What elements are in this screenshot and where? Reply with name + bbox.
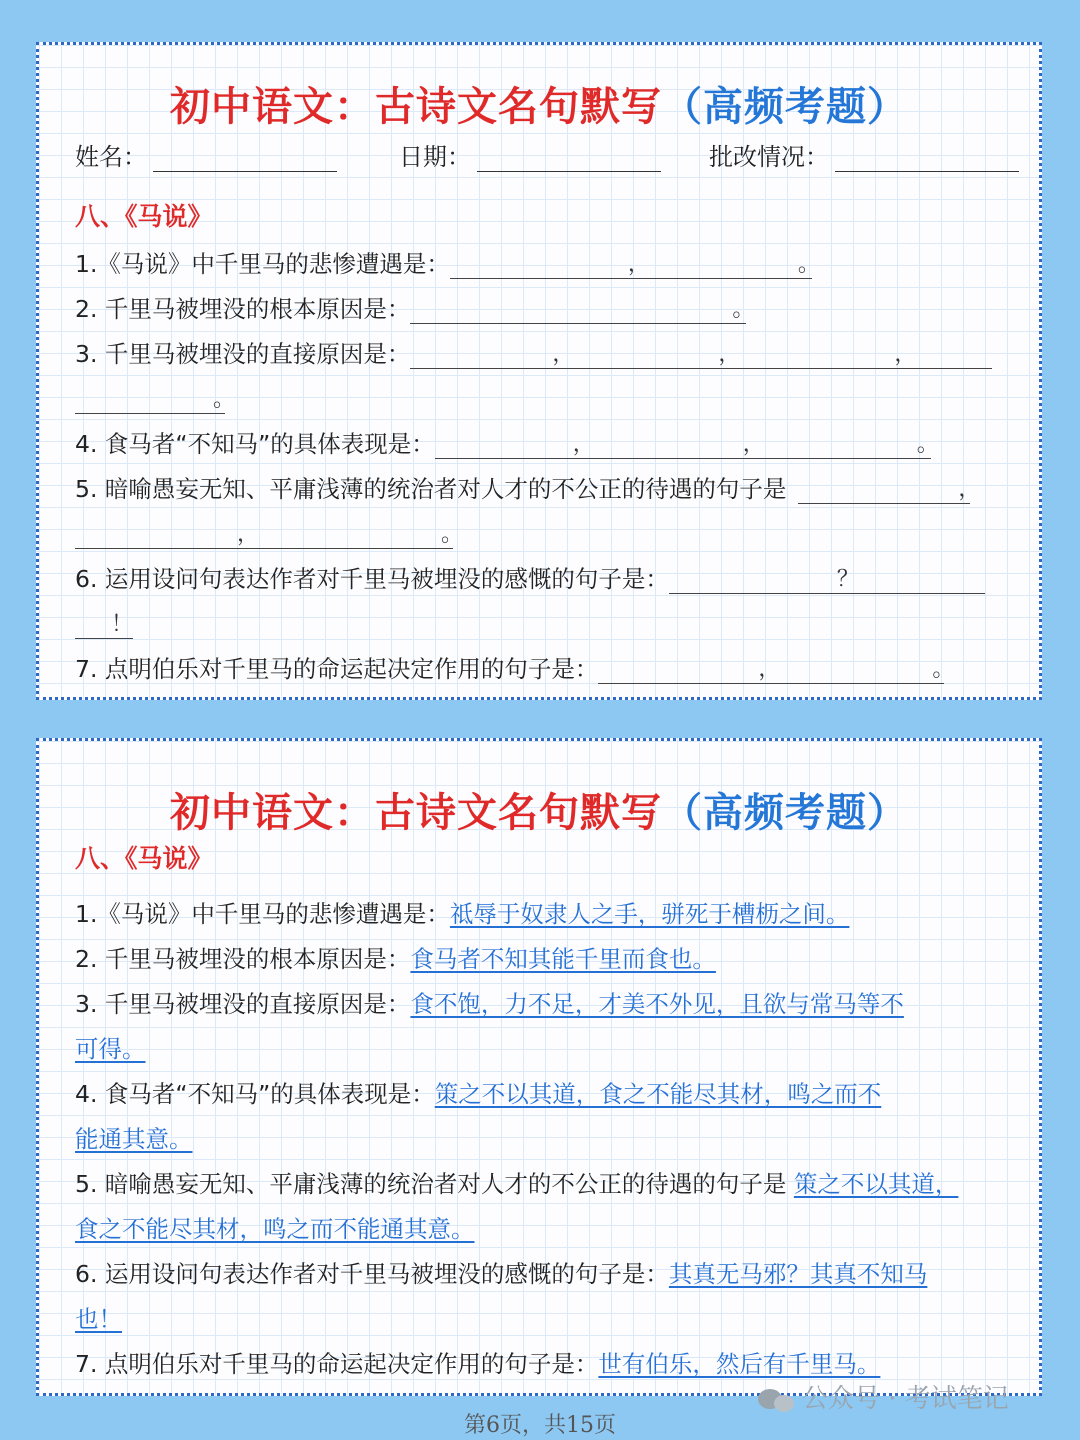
answer-blank: ， 。 xyxy=(450,252,812,279)
answer-blank: 。 xyxy=(410,297,746,324)
answer-6: 6. 运用设问句表达作者对千里马被埋没的感慨的句子是：其真无马邪？其真不知马 xyxy=(75,1260,928,1288)
question-3-continued xyxy=(75,384,236,414)
date-field: 日期： xyxy=(399,137,661,172)
answer-blank: ， 。 xyxy=(75,522,453,549)
answer-blank: 。 xyxy=(75,387,225,414)
question-3: 3. 千里马被埋没的直接原因是： ， ， ， xyxy=(75,339,992,369)
section-heading: 八、《马说》 xyxy=(75,202,213,231)
question-2: 2. 千里马被埋没的根本原因是： 。 xyxy=(75,295,755,323)
question-7: 7. 点明伯乐对千里马的命运起决定作用的句子是： ， 。 xyxy=(75,655,955,683)
question-6-continued xyxy=(75,609,133,639)
name-blank xyxy=(153,143,337,172)
worksheet-card xyxy=(36,42,1042,700)
answer-blank: ！ xyxy=(75,612,133,639)
watermark: 公众号 · 考试笔记 xyxy=(758,1378,1009,1415)
answer-blank: ， ， 。 xyxy=(435,432,931,459)
page-footer: 第6页，共15页 xyxy=(464,1413,616,1438)
answer-6-continued: 也！ xyxy=(75,1305,122,1333)
answer-7: 7. 点明伯乐对千里马的命运起决定作用的句子是：世有伯乐，然后有千里马。 xyxy=(75,1350,881,1378)
answer-blank: ， ， ， xyxy=(410,342,992,369)
question-1: 1.《马说》中千里马的悲惨遭遇是： ， 。 xyxy=(75,250,820,278)
answer-2: 2. 千里马被埋没的根本原因是：食马者不知其能千里而食也。 xyxy=(75,945,716,973)
answer-blank: ， xyxy=(798,477,970,504)
date-blank xyxy=(477,143,661,172)
student-info-row xyxy=(75,137,1015,177)
answer-4: 4. 食马者“不知马”的具体表现是：策之不以其道，食之不能尽其材，鸣之而不 xyxy=(75,1080,882,1108)
answer-blank: ？ xyxy=(669,567,985,594)
answer-5-continued: 食之不能尽其材，鸣之而不能通其意。 xyxy=(75,1215,475,1243)
grade-blank xyxy=(835,143,1019,172)
section-heading: 八、《马说》 xyxy=(75,844,213,873)
worksheet-title: 初中语文：古诗文名句默写（高频考题） xyxy=(170,84,908,130)
answer-3-continued: 可得。 xyxy=(75,1035,146,1063)
answer-key-title: 初中语文：古诗文名句默写（高频考题） xyxy=(170,790,908,836)
answer-4-continued: 能通其意。 xyxy=(75,1125,193,1153)
question-5: 5. 暗喻愚妄无知、平庸浅薄的统治者对人才的不公正的待遇的句子是 ， xyxy=(75,475,981,503)
question-5-continued xyxy=(75,519,464,549)
answer-blank: ， 。 xyxy=(598,657,944,684)
question-4: 4. 食马者“不知马”的具体表现是： ， ， 。 xyxy=(75,430,939,458)
answer-3: 3. 千里马被埋没的直接原因是：食不饱，力不足，才美不外见，且欲与常马等不 xyxy=(75,990,904,1018)
answer-5: 5. 暗喻愚妄无知、平庸浅薄的统治者对人才的不公正的待遇的句子是 策之不以其道， xyxy=(75,1170,959,1198)
answer-1: 1.《马说》中千里马的悲惨遭遇是：祗辱于奴隶人之手，骈死于槽枥之间。 xyxy=(75,900,850,928)
name-field: 姓名： xyxy=(75,137,337,172)
question-6: 6. 运用设问句表达作者对千里马被埋没的感慨的句子是： ？ xyxy=(75,564,985,594)
grade-field: 批改情况： xyxy=(709,137,1019,172)
answer-key-card xyxy=(36,738,1042,1396)
